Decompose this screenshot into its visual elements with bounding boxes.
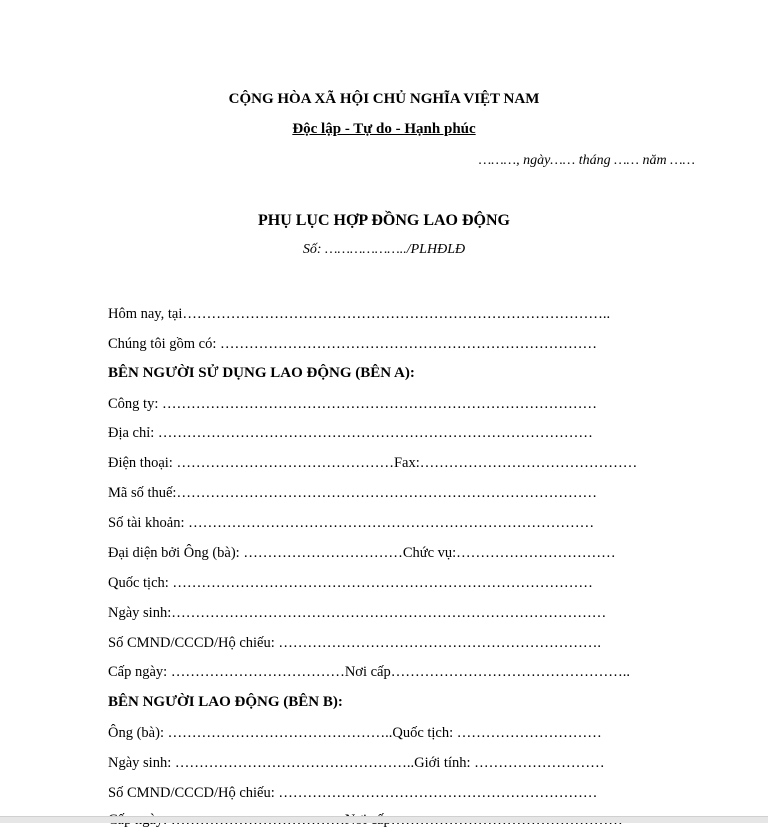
document-title: PHỤ LỤC HỢP ĐỒNG LAO ĐỘNG (257, 212, 510, 229)
nationality-a-line: Quốc tịch: …………………………………………………………………………… (108, 575, 593, 591)
document-number: Số: ………………../PLHĐLĐ (302, 242, 466, 257)
tax-code-line: Mã số thuế:…………………………………………………………………………… (108, 485, 597, 501)
representative-line: Đại diện bởi Ông (bà): ……………………………Chức vụ:…………………………… (108, 545, 616, 561)
name-b-line: Ông (bà): ………………………………………..Quốc tịch: ………………………… (108, 725, 602, 741)
id-b-line: Số CMND/CCCD/Hộ chiếu: ………………………………………………………… (108, 785, 598, 801)
phone-fax-line: Điện thoại: ………………………………………Fax:……………………………………… (108, 455, 638, 471)
page-bottom-edge (0, 816, 768, 823)
company-line: Công ty: ……………………………………………………………………………… (108, 396, 597, 412)
party-a-heading: BÊN NGƯỜI SỬ DỤNG LAO ĐỘNG (BÊN A): (108, 365, 415, 381)
party-b-heading: BÊN NGƯỜI LAO ĐỘNG (BÊN B): (108, 694, 343, 710)
date-line: ………, ngày…… tháng …… năm …… (478, 153, 695, 168)
national-title: CỘNG HÒA XÃ HỘI CHỦ NGHĨA VIỆT NAM (228, 91, 540, 107)
address-line: Địa chỉ: ……………………………………………………………………………… (108, 425, 593, 441)
national-motto: Độc lập - Tự do - Hạnh phúc (292, 121, 476, 137)
dob-gender-b-line: Ngày sinh: …………………………………………..Giới tính: ……………………… (108, 755, 605, 771)
today-at-line: Hôm nay, tại…………………………………………………………………………….. (108, 306, 611, 322)
issue-a-line: Cấp ngày: ………………………………Nơi cấp………………………………………….. (108, 664, 630, 680)
account-line: Số tài khoản: ………………………………………………………………………… (108, 515, 595, 531)
we-include-line: Chúng tôi gồm có: …………………………………………………………………… (108, 336, 597, 352)
dob-a-line: Ngày sinh:……………………………………………………………………………… (108, 605, 607, 621)
id-a-line: Số CMND/CCCD/Hộ chiếu: …………………………………………………………. (108, 635, 602, 651)
